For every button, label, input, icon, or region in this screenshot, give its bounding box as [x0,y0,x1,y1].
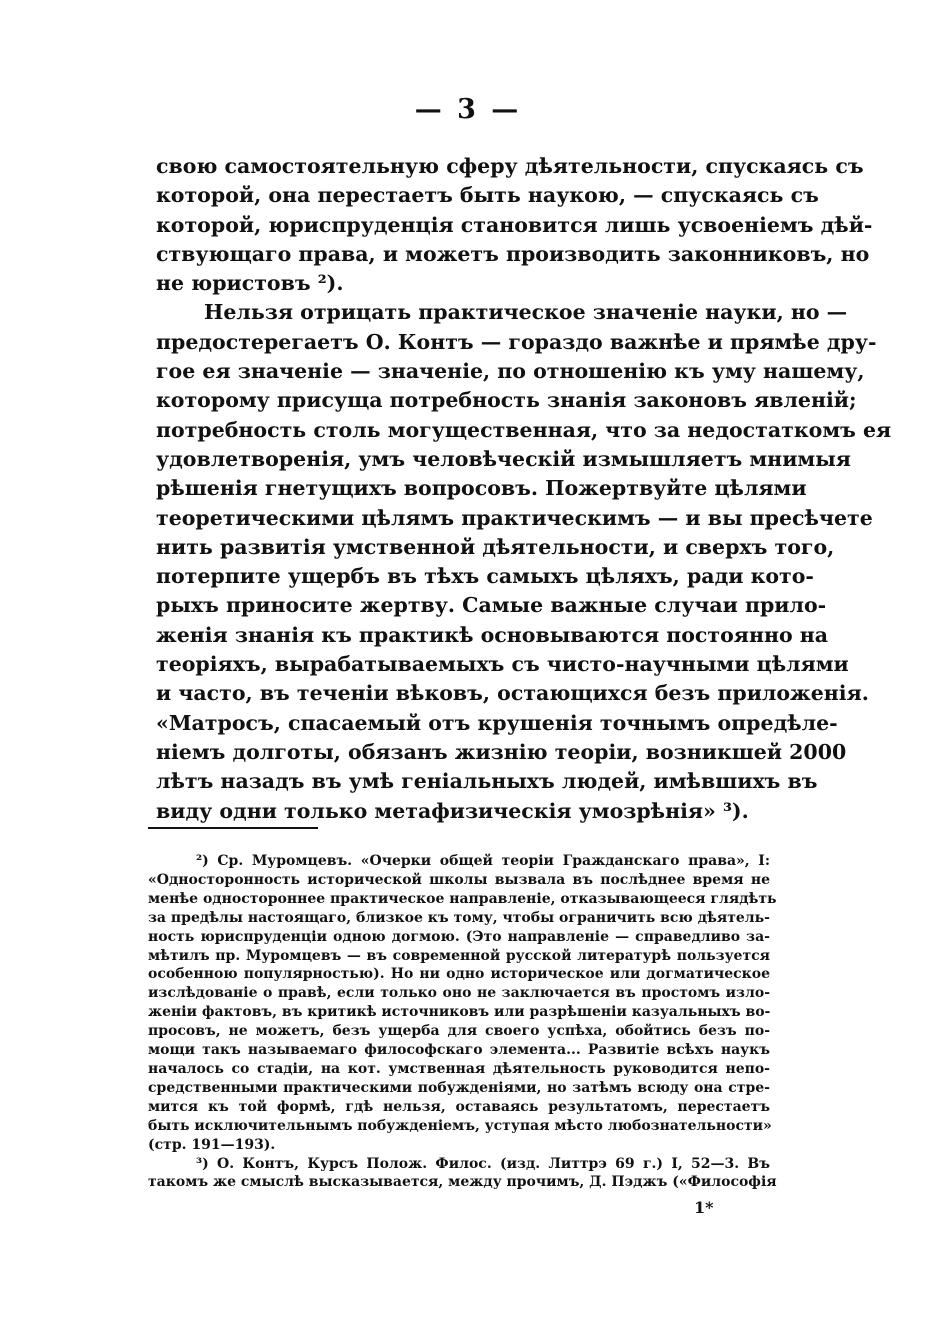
footnote-line: женіи фактовъ, въ критикѣ источниковъ или разрѣшеніи казуальныхъ во- [148,1004,771,1021]
text-line: женія знанія къ практикѣ основываются постоянно на [156,622,829,647]
footnote-line: за предѣлы настоящаго, близкое къ тому, чтобы ограничить всю дѣятель- [148,909,770,926]
footnote-line: изслѣдованіе о правѣ, если только оно не заключается въ простомъ изло- [148,985,770,1002]
footnote-line: началось со стадіи, на кот. умственная дѣятельность руководится непо- [148,1060,770,1077]
footnote-line: быть исключительнымъ побужденіемъ, уступая мѣсто любознательности» [148,1117,772,1134]
footnote-line: средственными практическими побужденіями, но затѣмъ всюду она стре- [148,1079,770,1096]
text-line: Нельзя отрицать практическое значеніе науки, но — [204,300,848,325]
footnote-line: просовъ, не можетъ, безъ ущерба для своего успѣха, обойтись безъ по- [148,1023,770,1040]
text-line: ствующаго права, и можетъ производить законниковъ, но [156,241,870,266]
footnote-line: мѣтилъ пр. Муромцевъ — въ современной русской литературѣ пользуется [148,947,770,964]
footnote-line: «Односторонность исторической школы вызвала въ послѣднее время не [148,871,770,888]
text-line: которой, она перестаетъ быть наукою, — спускаясь съ [156,183,819,208]
footnotes [148,852,777,1192]
text-line: которому присуща потребность знанія законовъ явленій; [156,388,857,413]
text-line: гое ея значеніе — значеніе, по отношенію къ уму нашему, [156,359,865,384]
text-line: лѣтъ назадъ въ умѣ геніальныхъ людей, имѣвшихъ въ [156,769,818,794]
footnote-line: мится къ той формѣ, гдѣ нельзя, оставаясь результатомъ, перестаетъ [148,1098,770,1115]
footnote-line: особенною популярностью). Но ни одно историческое или догматическое [148,966,770,983]
text-line: не юристовъ ²). [156,271,344,296]
text-line: потерпите ущербъ въ тѣхъ самыхъ цѣляхъ, ради кото- [156,564,814,589]
footnote-separator [148,827,318,829]
text-line: потребность столь могущественная, что за недостаткомъ ея [156,417,892,442]
text-line: теоріяхъ, вырабатываемыхъ съ чисто-научными цѣлями [156,652,849,677]
text-line: удовлетворенія, умъ человѣческій измышляетъ мнимыя [156,446,851,471]
footnote-line: ³) О. Контъ, Курсъ Полож. Филос. (изд. Литтрэ 69 г.) I, 52—3. Въ [196,1155,770,1172]
footnote-line: ²) Ср. Муромцевъ. «Очерки общей теоріи Гражданскаго права», I: [196,853,770,869]
page-number: — 3 — [414,94,522,125]
text-line: «Матросъ, спасаемый отъ крушенія точнымъ опредѣле- [156,710,838,735]
text-line: рыхъ приносите жертву. Самые важные случаи прило- [156,593,827,618]
text-line: ніемъ долготы, обязанъ жизнію теоріи, возникшей 2000 [156,739,847,764]
footnote-line: мощи такъ называемаго философскаго элемента... Развитіе всѣхъ наукъ [148,1042,770,1059]
footnote-line: ность юриспруденціи одною догмою. (Это направленіе — справедливо за- [148,928,770,945]
text-line: свою самостоятельную сферу дѣятельности, спускаясь съ [156,154,864,178]
text-line: предостерегаетъ О. Контъ — гораздо важнѣе и прямѣе дру- [156,329,877,354]
body-text [156,152,892,826]
footnote-line: такомъ же смыслѣ высказывается, между прочимъ, Д. Пэджъ («Философія [148,1174,777,1191]
footnote-line: (стр. 191—193). [148,1136,276,1153]
text-line: рѣшенія гнетущихъ вопросовъ. Пожертвуйте цѣлями [156,476,807,501]
footnote-line: менѣе одностороннее практическое направленіе, отказывающееся глядѣть [148,890,777,907]
text-line: нить развитія умственной дѣятельности, и сверхъ того, [156,534,835,559]
text-line: виду одни только метафизическія умозрѣнія» ³). [156,798,749,823]
text-line: теоретическими цѣлямъ практическимъ — и вы пресѣчете [156,505,873,530]
text-line: и часто, въ теченіи вѣковъ, остающихся безъ приложенія. [156,681,869,706]
text-line: которой, юриспруденція становится лишь усвоеніемъ дѣй- [156,212,873,237]
signature-mark: 1* [694,1198,714,1217]
